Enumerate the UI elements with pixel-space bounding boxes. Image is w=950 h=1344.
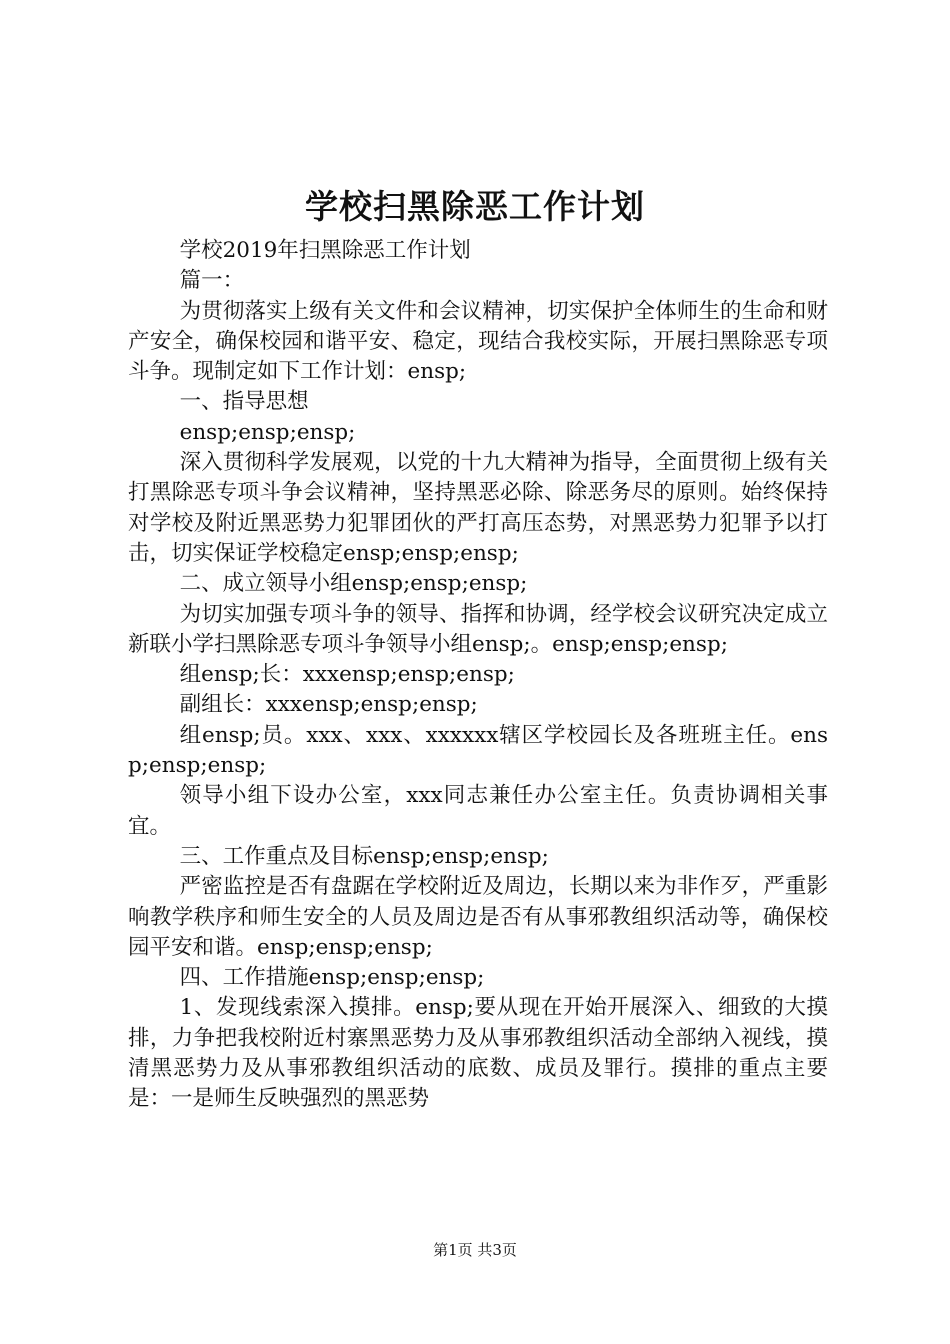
paragraph: ensp;ensp;ensp; bbox=[179, 419, 356, 445]
paragraph: 为切实加强专项斗争的领导、指挥和协调，经学校会议研究决定成立新联小学扫黑除恶专项斗争领导小组ensp;。ensp;ensp;ensp; bbox=[128, 601, 828, 657]
page-footer: 第1页 共3页 bbox=[433, 1241, 517, 1259]
document-body bbox=[128, 236, 828, 1115]
section-heading: 三、工作重点及目标ensp;ensp;ensp; bbox=[179, 843, 549, 869]
paragraph: 副组长：xxxensp;ensp;ensp; bbox=[179, 692, 478, 718]
paragraph: 组ensp;员。xxx、xxx、xxxxxx辖区学校园长及各班班主任。ensp;ensp;ensp; bbox=[128, 722, 828, 779]
paragraph: 组ensp;长：xxxensp;ensp;ensp; bbox=[179, 662, 515, 688]
paragraph: 深入贯彻科学发展观，以党的十九大精神为指导，全面贯彻上级有关打黑除恶专项斗争会议精神，坚持黑恶必除、除恶务尽的原则。始终保持对学校及附近黑恶势力犯罪团伙的严打高压态势，对黑恶势力犯罪予以打击，切实保证学校稳定ensp;ensp;ensp; bbox=[128, 450, 828, 566]
section-heading: 一、指导思想 bbox=[179, 389, 309, 415]
section-heading: 四、工作措施ensp;ensp;ensp; bbox=[179, 965, 485, 991]
document-title: 学校扫黑除恶工作计划 bbox=[305, 187, 645, 226]
section-heading: 二、成立领导小组ensp;ensp;ensp; bbox=[179, 571, 528, 597]
paragraph: 1、发现线索深入摸排。ensp;要从现在开始开展深入、细致的大摸排，力争把我校附近村寨黑恶势力及从事邪教组织活动全部纳入视线，摸清黑恶势力及从事邪教组织活动的底数、成员及罪行。摸排的重点主要是：一是师生反映强烈的黑恶势 bbox=[128, 995, 828, 1112]
paragraph: 领导小组下设办公室，xxx同志兼任办公室主任。负责协调相关事宜。 bbox=[128, 783, 828, 839]
paragraph: 严密监控是否有盘踞在学校附近及周边，长期以来为非作歹，严重影响教学秩序和师生安全的人员及周边是否有从事邪教组织活动等，确保校园平安和谐。ensp;ensp;ensp; bbox=[128, 874, 828, 960]
paragraph: 学校2019年扫黑除恶工作计划 bbox=[179, 238, 471, 263]
paragraph: 篇一： bbox=[179, 268, 245, 294]
paragraph: 为贯彻落实上级有关文件和会议精神，切实保护全体师生的生命和财产安全，确保校园和谐平安、稳定，现结合我校实际，开展扫黑除恶专项斗争。现制定如下工作计划：ensp; bbox=[128, 298, 828, 385]
